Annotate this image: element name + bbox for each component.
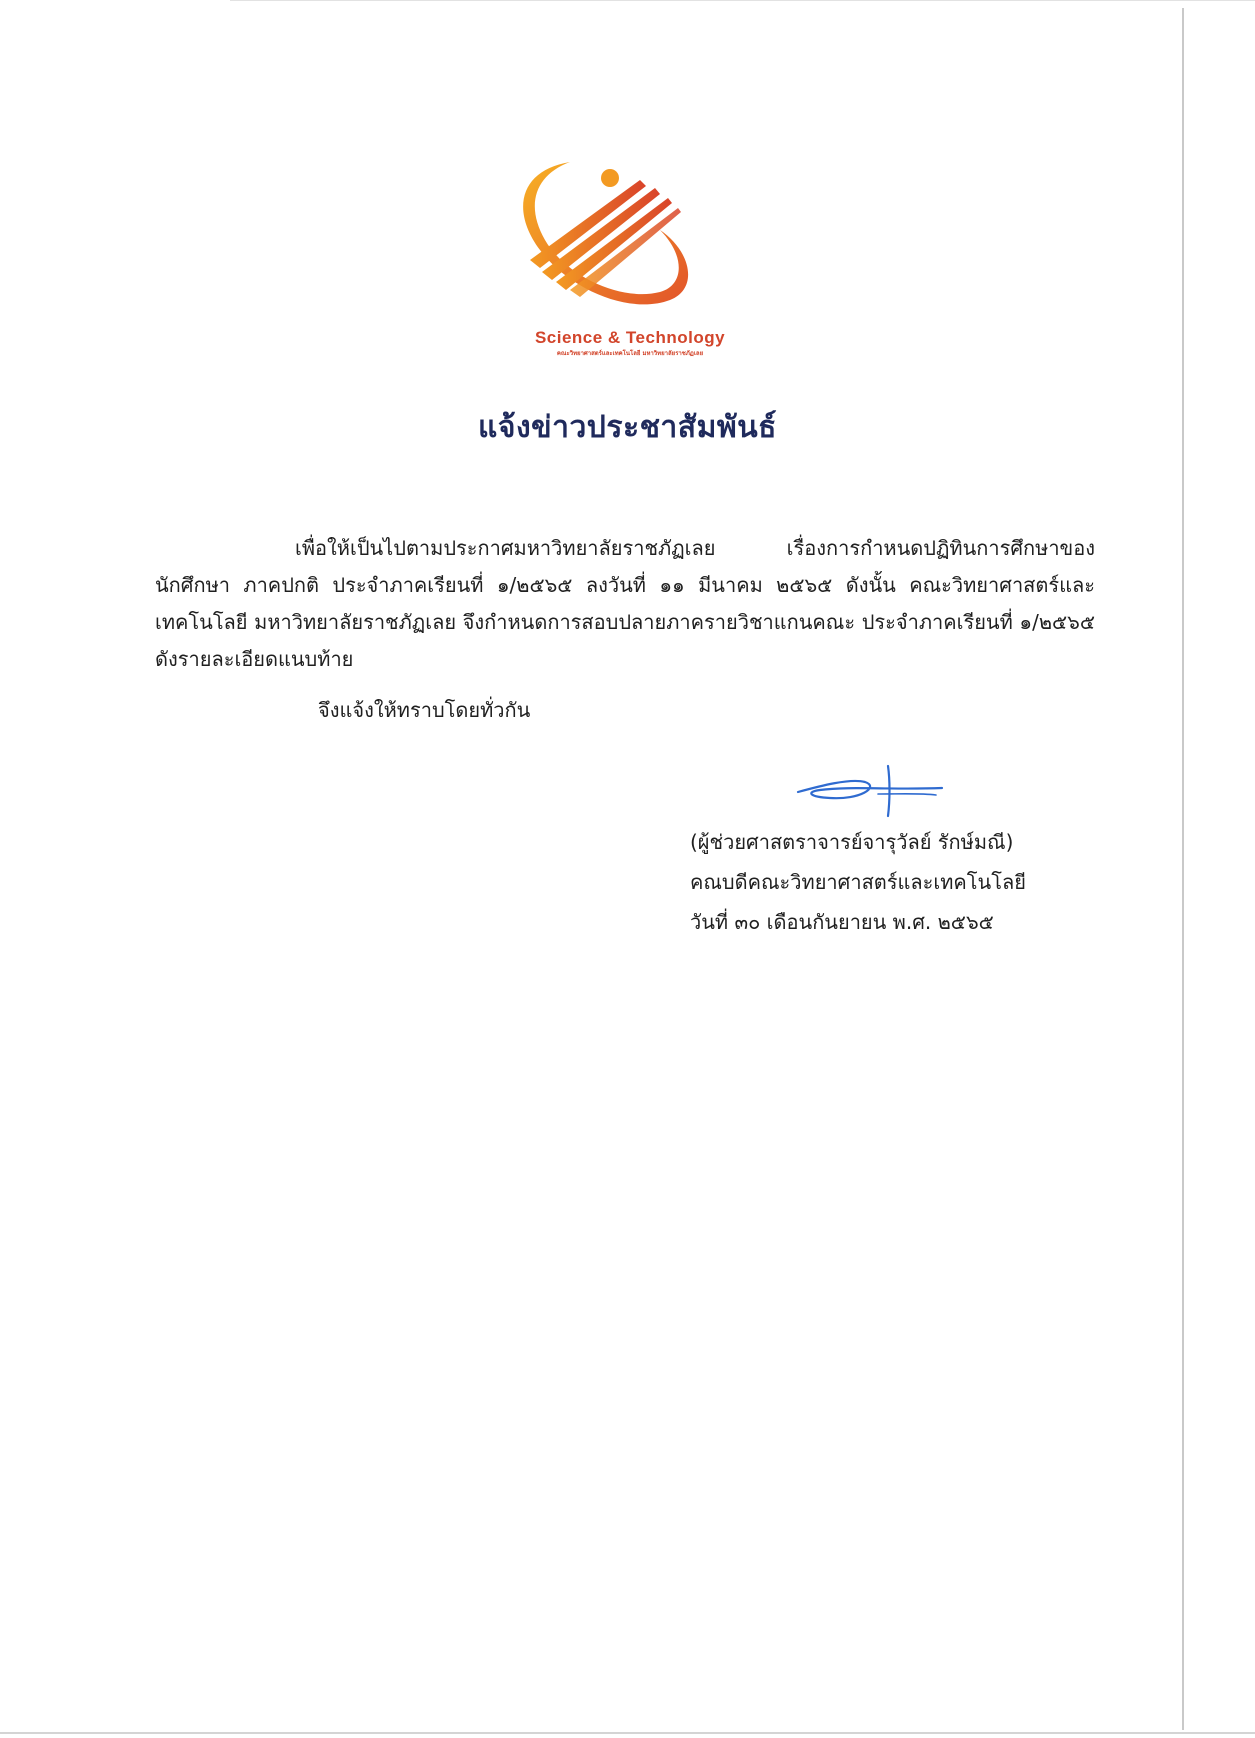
logo-subtitle: คณะวิทยาศาสตร์และเทคโนโลยี มหาวิทยาลัยราชภัฏเลย <box>556 350 704 357</box>
signature-mark <box>790 760 950 820</box>
scan-edge-top <box>230 0 1255 1</box>
logo-caption <box>500 328 760 358</box>
signer-name: (ผู้ช่วยศาสตราจารย์จารุวัลย์ รักษ์มณี) <box>690 830 1014 854</box>
signature-block <box>690 822 1026 942</box>
logo-name: Science & Technology <box>534 328 726 347</box>
signature-date: วันที่ ๓๐ เดือนกันยายน พ.ศ. ๒๕๖๕ <box>690 910 994 934</box>
scan-edge-right <box>1182 8 1184 1730</box>
handwritten-signature-icon <box>790 760 950 820</box>
scan-edge-bottom <box>0 1732 1255 1734</box>
announcement-body <box>155 530 1095 678</box>
document-title: แจ้งข่าวประชาสัมพันธ์ <box>478 410 777 445</box>
signer-position: คณบดีคณะวิทยาศาสตร์และเทคโนโลยี <box>690 870 1026 894</box>
announcement-paragraph: เพื่อให้เป็นไปตามประกาศมหาวิทยาลัยราชภัฏเลย เรื่องการกำหนดปฏิทินการศึกษาของนักศึกษา ภาคปกติ ประจำภาคเรียนที่ ๑/๒๕๖๕ ลงวันที่ ๑๑ มีนาคม ๒๕๖๕ ดังนั้น คณะวิทยาศาสตร์และเทคโนโลยี มหาวิทยาลัยราชภัฏเลย จึงกำหนดการสอบปลายภาครายวิชาแกนคณะ ประจำภาคเรียนที่ ๑/๒๕๖๕ ดังรายละเอียดแนบท้าย <box>155 536 1095 671</box>
closing-line: จึงแจ้งให้ทราบโดยทั่วกัน <box>318 698 531 722</box>
